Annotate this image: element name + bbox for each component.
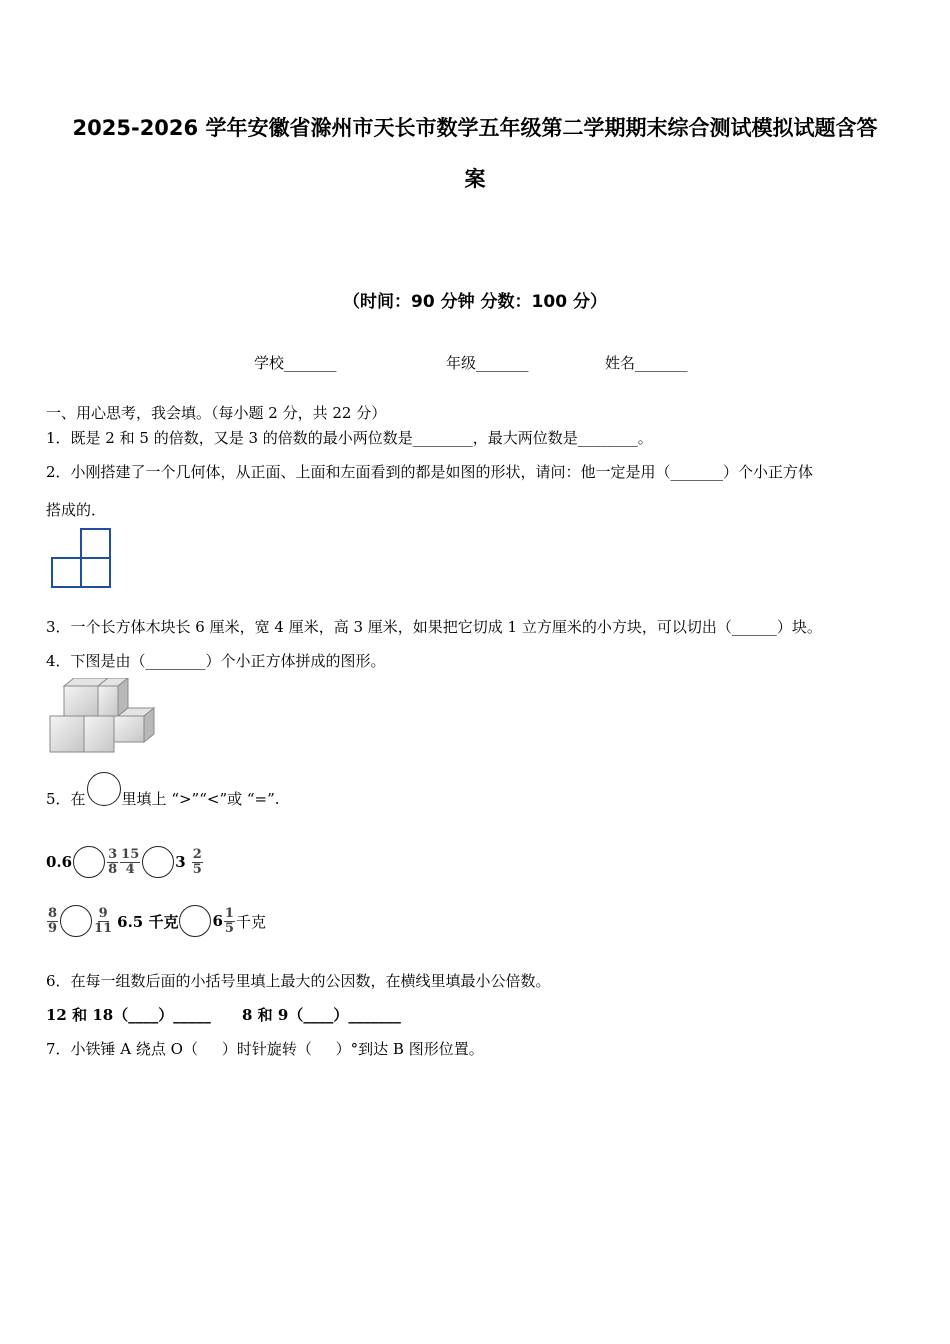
fraction: $\frac{9}{11}$ (94, 905, 113, 936)
question-4: 4．下图是由（________）个小正方体拼成的图形。 (46, 652, 386, 670)
question-7: 7．小铁锤 A 绕点 O（ ）时针旋转（ ）°到达 B 图形位置。 (46, 1040, 484, 1058)
grade-field: 年级_______ (446, 354, 529, 372)
q2-square-top (81, 529, 110, 558)
question-1: 1．既是 2 和 5 的倍数，又是 3 的倍数的最小两位数是________，最大两位数是________。 (46, 429, 653, 447)
school-field: 学校_______ (254, 354, 337, 372)
q4-cube-figure (48, 678, 158, 756)
q5-suffix: 里填上 “>”“<”或 “=”. (121, 790, 280, 808)
time-score: （时间：90 分钟 分数：100 分） (343, 292, 607, 312)
answer-circle[interactable] (179, 905, 211, 937)
q2-figure (50, 527, 114, 591)
q5-r2-e: 千克 (235, 912, 266, 931)
fraction: $\frac{3}{8}$ (108, 846, 118, 877)
question-5 (46, 788, 280, 809)
q5-row-2 (46, 905, 266, 937)
q5-r1-a: 0.6 (46, 853, 73, 871)
q5-row-1 (46, 846, 204, 878)
fraction: $\frac{8}{9}$ (48, 905, 58, 936)
question-2-line2: 搭成的． (46, 501, 107, 519)
question-6: 6．在每一组数后面的小括号里填上最大的公因数，在横线里填最小公倍数。 (46, 972, 551, 990)
q5-r1-b: 3 (175, 853, 186, 871)
section-heading: 一、用心思考，我会填。（每小题 2 分，共 22 分） (46, 404, 387, 422)
q2-square-bottom-left (52, 558, 81, 587)
fraction: $\frac{2}{5}$ (192, 846, 202, 877)
answer-circle[interactable] (142, 846, 174, 878)
fraction: $\frac{15}{4}$ (121, 846, 140, 877)
name-field: 姓名_______ (605, 354, 688, 372)
question-2-line1: 2．小刚搭建了一个几何体，从正面、上面和左面看到的都是如图的形状，请问：他一定是用（_______）个小正方体 (46, 463, 814, 481)
answer-circle[interactable] (87, 772, 121, 806)
page-title-line1: 2025-2026 学年安徽省滁州市天长市数学五年级第二学期期末综合测试模拟试题含答 (72, 116, 878, 140)
fraction: $\frac{1}{5}$ (224, 905, 234, 936)
answer-circle[interactable] (60, 905, 92, 937)
question-3: 3．一个长方体木块长 6 厘米，宽 4 厘米，高 3 厘米，如果把它切成 1 立方厘米的小方块，可以切出（______）块。 (46, 618, 822, 636)
q5-r2-c: 6.5 千克 (117, 912, 179, 931)
q5-r2-d: 6 (212, 912, 223, 930)
answer-circle[interactable] (73, 846, 105, 878)
question-6-row: 12 和 18（____）_____ 8 和 9（____）_______ (46, 1006, 401, 1024)
q5-prefix: 5．在 (46, 790, 86, 808)
q2-square-bottom-right (81, 558, 110, 587)
page-title-line2: 案 (464, 167, 486, 191)
